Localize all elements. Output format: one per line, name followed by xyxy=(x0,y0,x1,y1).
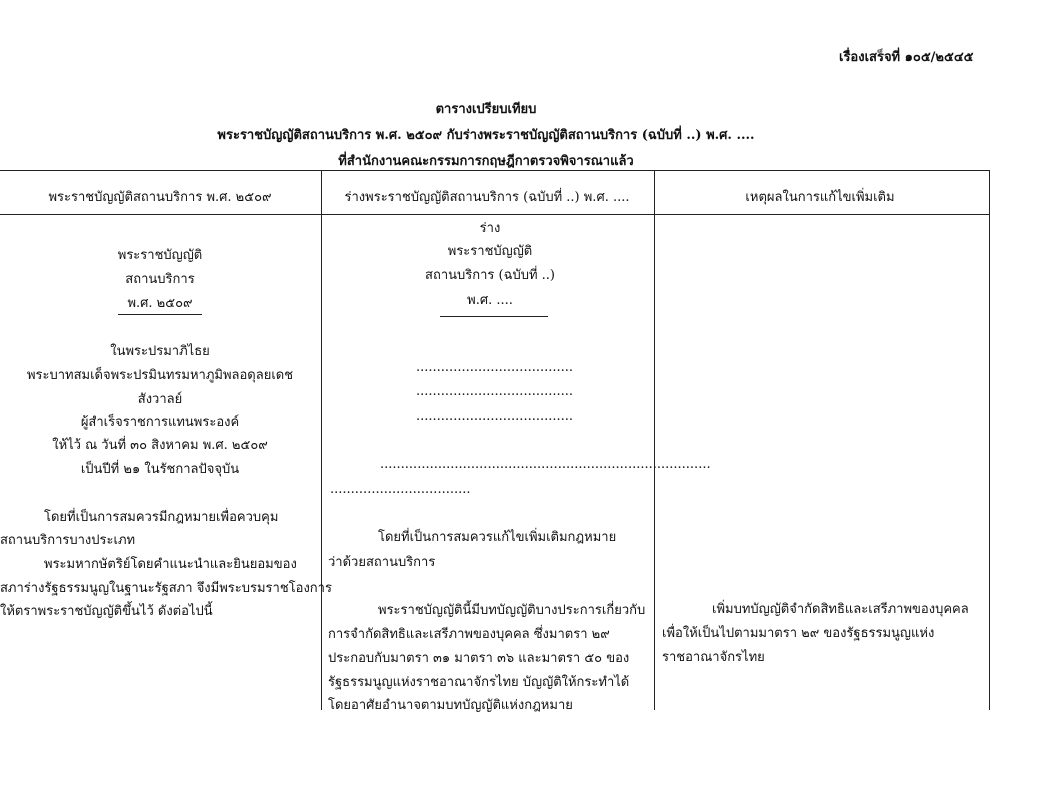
document-reference: เรื่องเสร็จที่ ๑๐๕/๒๕๔๕ xyxy=(839,50,974,65)
original-act-given-date: ให้ไว้ ณ วันที่ ๓๐ สิงหาคม พ.ศ. ๒๕๐๙ xyxy=(52,438,268,453)
table-top-border xyxy=(0,170,990,171)
original-act-title-rule xyxy=(118,314,202,315)
heading-title: ตารางเปรียบเทียบ xyxy=(435,102,537,117)
original-act-regent-name: สังวาลย์ xyxy=(137,392,183,407)
heading-subtitle: พระราชบัญญัติสถานบริการ พ.ศ. ๒๕๐๙ กับร่างพระราชบัญญัติสถานบริการ (ฉบับที่ ..) พ.ศ. .... xyxy=(217,128,755,143)
column-header-reasons: เหตุผลในการแก้ไขเพิ่มเติม xyxy=(745,190,895,205)
draft-act-title-rule xyxy=(440,316,548,317)
column-header-draft-act: ร่างพระราชบัญญัติสถานบริการ (ฉบับที่ ..) พ.ศ. .... xyxy=(344,190,630,205)
original-act-royal-name-heading: ในพระปรมาภิไธย xyxy=(110,344,210,359)
draft-royal-line-2-placeholder: ...................................... xyxy=(416,384,574,399)
reason-line-3: ราชอาณาจักรไทย xyxy=(662,650,765,665)
heading-note: ที่สำนักงานคณะกรรมการกฤษฎีกาตรวจพิจารณาแล้ว xyxy=(338,154,634,169)
original-act-preamble-line-2: สถานบริการบางประเภท xyxy=(0,533,136,548)
draft-enactment-placeholder-line-2: .................................. xyxy=(330,482,471,497)
draft-rights-clause-line-2: การจำกัดสิทธิและเสรีภาพของบุคคล ซึ่งมาตรา ๒๙ xyxy=(328,627,610,642)
draft-rights-clause-line-4: รัฐธรรมนูญแห่งราชอาณาจักรไทย บัญญัติให้กระทำได้ xyxy=(328,675,630,690)
draft-act-year: พ.ศ. .... xyxy=(467,293,513,308)
column-header-original-act: พระราชบัญญัติสถานบริการ พ.ศ. ๒๕๐๙ xyxy=(48,190,272,205)
draft-enactment-placeholder-line-1: ................................................................................ xyxy=(380,457,711,472)
draft-royal-line-3-placeholder: ...................................... xyxy=(416,409,574,424)
original-act-reign-year: เป็นปีที่ ๒๑ ในรัชกาลปัจจุบัน xyxy=(80,462,240,477)
draft-royal-line-1-placeholder: ...................................... xyxy=(416,360,574,375)
column-divider-2 xyxy=(654,170,655,710)
reason-line-1: เพิ่มบทบัญญัติจำกัดสิทธิและเสรีภาพของบุคคล xyxy=(712,602,969,617)
draft-rights-clause-line-1: พระราชบัญญัตินี้มีบทบัญญัติบางประการเกี่ยวกับ xyxy=(378,603,646,618)
original-act-king-name: พระบาทสมเด็จพระปรมินทรมหาภูมิพลอดุลยเดช xyxy=(26,368,294,383)
original-act-enactment-line-3: ให้ตราพระราชบัญญัติขึ้นไว้ ดังต่อไปนี้ xyxy=(0,604,213,619)
original-act-name: สถานบริการ xyxy=(125,272,195,287)
draft-rights-clause-line-5: โดยอาศัยอำนาจตามบทบัญญัติแห่งกฎหมาย xyxy=(328,698,573,713)
table-header-border xyxy=(0,214,990,215)
original-act-year: พ.ศ. ๒๕๐๙ xyxy=(127,296,193,311)
draft-label: ร่าง xyxy=(479,221,501,236)
original-act-enactment-line-1: พระมหากษัตริย์โดยคำแนะนำและยินยอมของ xyxy=(44,557,297,572)
original-act-title: พระราชบัญญัติ xyxy=(117,248,203,263)
original-act-preamble-line-1: โดยที่เป็นการสมควรมีกฎหมายเพื่อควบคุม xyxy=(44,510,279,525)
original-act-enactment-line-2: สภาร่างรัฐธรรมนูญในฐานะรัฐสภา จึงมีพระบรมราชโองการ xyxy=(0,581,332,596)
draft-act-title: พระราชบัญญัติ xyxy=(447,244,533,259)
column-divider-3 xyxy=(989,170,990,710)
draft-preamble-line-2: ว่าด้วยสถานบริการ xyxy=(328,555,436,570)
draft-act-name: สถานบริการ (ฉบับที่ ..) xyxy=(425,268,555,283)
draft-preamble-line-1: โดยที่เป็นการสมควรแก้ไขเพิ่มเติมกฎหมาย xyxy=(378,530,617,545)
draft-rights-clause-line-3: ประกอบกับมาตรา ๓๑ มาตรา ๓๖ และมาตรา ๕๐ ของ xyxy=(328,651,630,666)
column-divider-1 xyxy=(321,170,322,710)
reason-line-2: เพื่อให้เป็นไปตามมาตรา ๒๙ ของรัฐธรรมนูญแห่ง xyxy=(662,626,935,641)
original-act-regent-title: ผู้สำเร็จราชการแทนพระองค์ xyxy=(80,415,240,430)
